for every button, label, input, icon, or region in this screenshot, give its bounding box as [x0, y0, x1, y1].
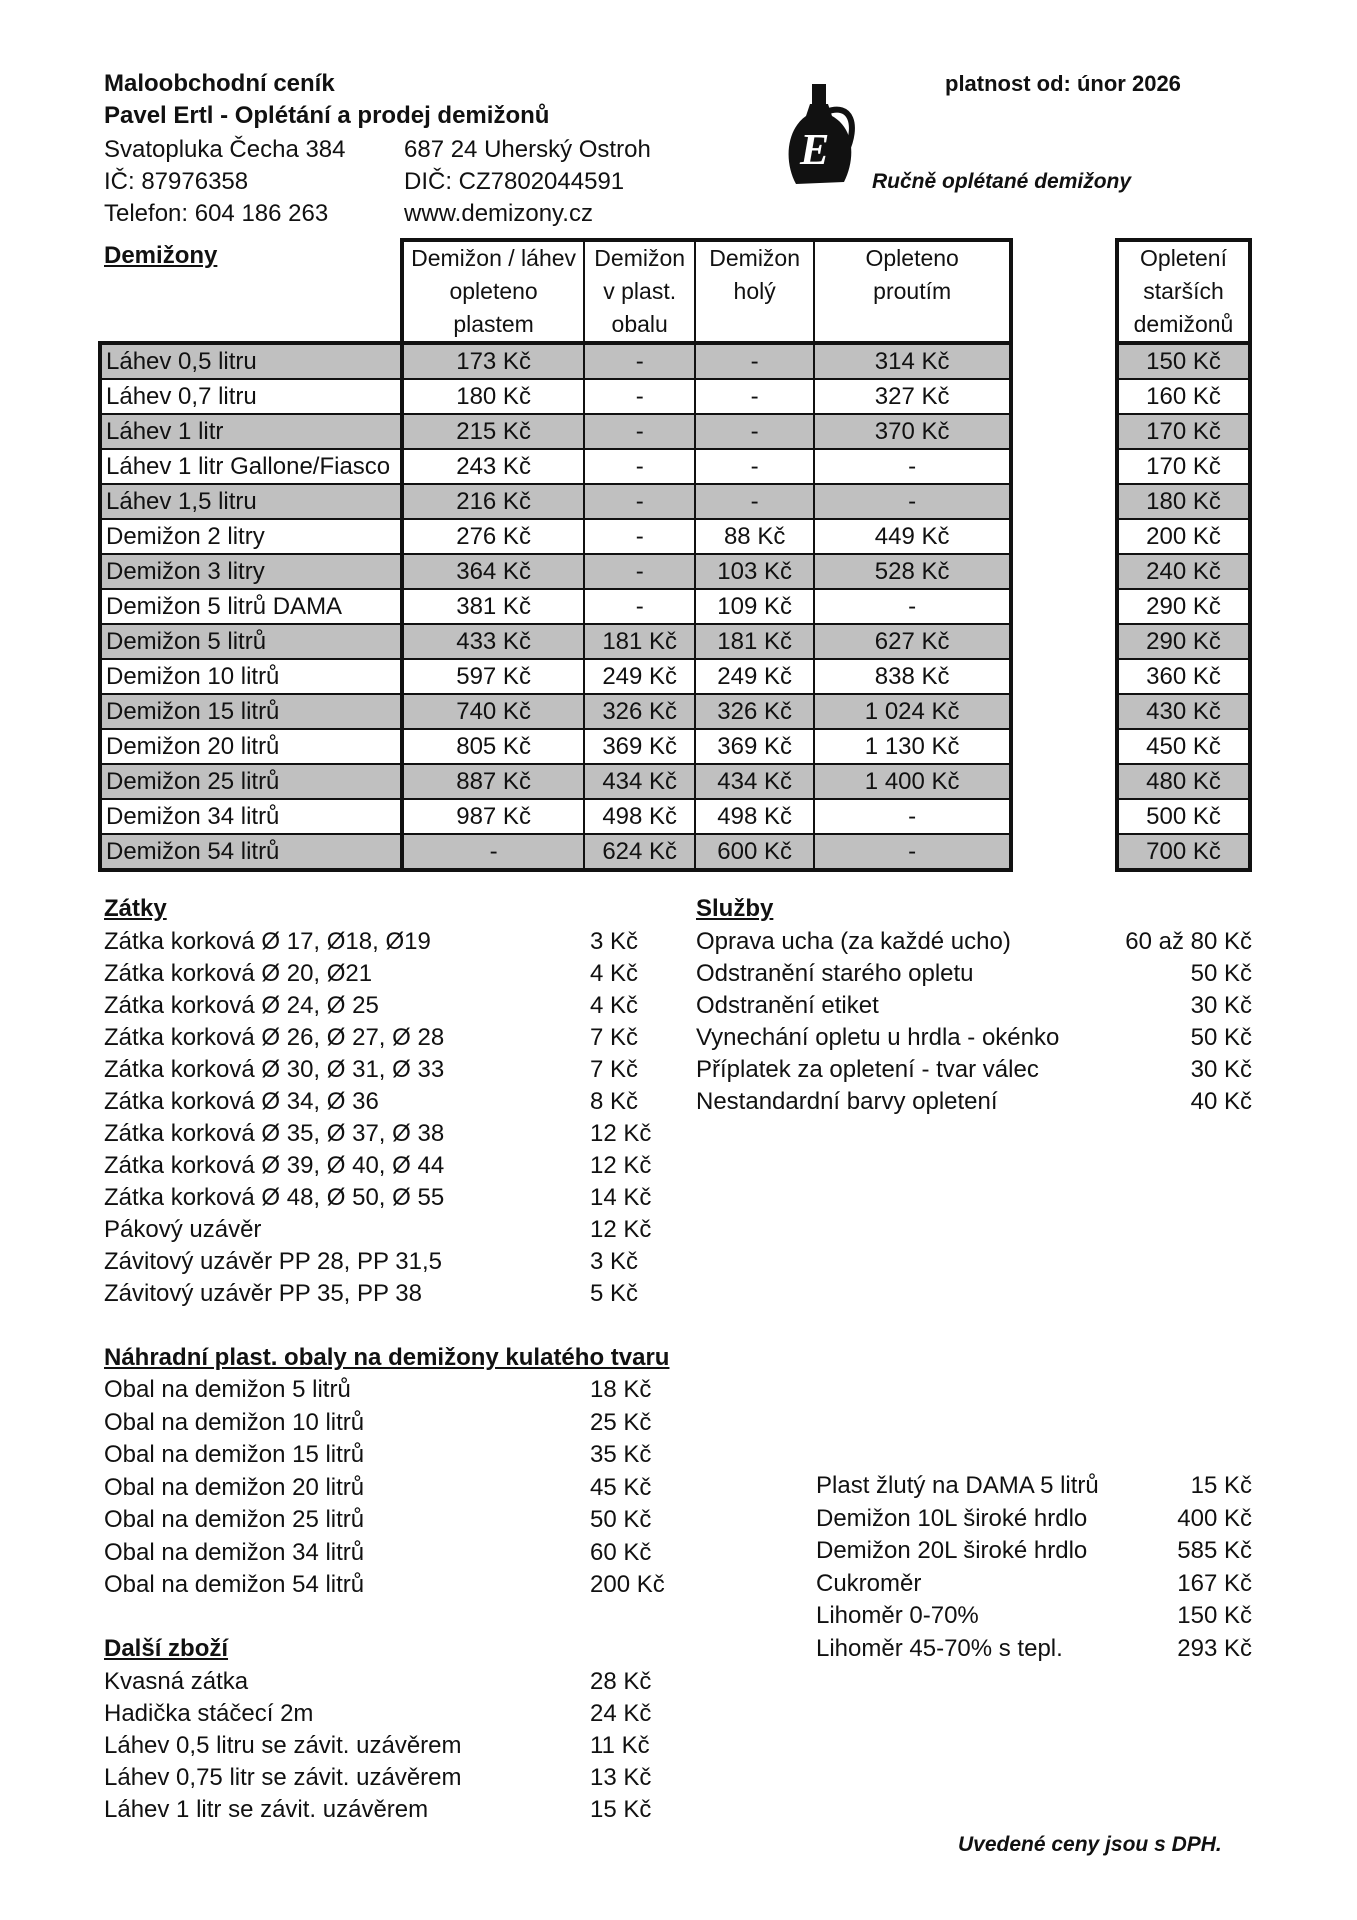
- cell-name: Láhev 1 litr: [100, 414, 402, 449]
- item-name: Příplatek za opletení - tvar válec: [696, 1056, 1039, 1083]
- item-price: 12 Kč: [590, 1152, 652, 1179]
- list-item: [104, 1504, 704, 1537]
- list-item: [104, 1054, 704, 1086]
- cell-stari: 160 Kč: [1117, 379, 1250, 414]
- list-item: [104, 958, 704, 990]
- table-row: [1117, 764, 1250, 799]
- cell-plast: 381 Kč: [402, 589, 585, 624]
- table-row: [1117, 414, 1250, 449]
- list-item: [104, 1407, 704, 1440]
- item-name: Zátka korková Ø 34, Ø 36: [104, 1088, 379, 1115]
- cell-obal: 369 Kč: [584, 729, 695, 764]
- item-name: Demižon 10L široké hrdlo: [816, 1504, 1088, 1532]
- item-price: 150 Kč: [1177, 1602, 1252, 1629]
- item-name: Oprava ucha (za každé ucho): [696, 928, 1011, 955]
- cell-obal: -: [584, 414, 695, 449]
- cell-name: Láhev 1 litr Gallone/Fiasco: [100, 449, 402, 484]
- cell-plast: 364 Kč: [402, 554, 585, 589]
- table-row: [1117, 449, 1250, 484]
- list-item: [104, 1666, 704, 1698]
- sluzby-heading: Služby: [696, 895, 774, 922]
- cell-prout: 627 Kč: [814, 624, 1011, 659]
- cell-prout: 449 Kč: [814, 519, 1011, 554]
- obaly-heading: Náhradní plast. obaly na demižony kulatého tvaru: [104, 1344, 670, 1371]
- table-row: [100, 379, 1011, 414]
- phone-number: Telefon: 604 186 263: [104, 200, 329, 227]
- list-item: [104, 1086, 704, 1118]
- cell-plast: 433 Kč: [402, 624, 585, 659]
- ic-number: IČ: 87976358: [104, 168, 249, 195]
- item-name: Závitový uzávěr PP 28, PP 31,5: [104, 1248, 442, 1275]
- list-item: [696, 1054, 1252, 1086]
- item-name: Láhev 1 litr se závit. uzávěrem: [104, 1796, 429, 1823]
- cell-holy: -: [695, 343, 814, 379]
- demijohn-logo-icon: [782, 82, 882, 192]
- list-item: [696, 958, 1252, 990]
- oplet-starsich-table: [1115, 238, 1252, 872]
- cell-name: Demižon 10 litrů: [100, 659, 402, 694]
- zatky-list: [104, 926, 704, 1310]
- list-item: [696, 990, 1252, 1022]
- cell-plast: -: [402, 834, 585, 870]
- list-item: [104, 1246, 704, 1278]
- list-item: [104, 1150, 704, 1182]
- table-row: [1117, 554, 1250, 589]
- list-item: [816, 1535, 1252, 1568]
- item-name: Obal na demižon 54 litrů: [104, 1571, 365, 1598]
- obaly-list: [104, 1374, 704, 1602]
- item-price: 24 Kč: [590, 1700, 652, 1727]
- list-item: [696, 926, 1252, 958]
- cell-stari: 170 Kč: [1117, 449, 1250, 484]
- sluzby-list: [696, 926, 1252, 1118]
- col-header-holy: Demižon holý: [695, 240, 814, 343]
- cell-stari: 150 Kč: [1117, 343, 1250, 379]
- item-name: Demižon 20L široké hrdlo: [816, 1537, 1088, 1564]
- list-item: [816, 1470, 1252, 1503]
- table-row: [1117, 519, 1250, 554]
- cell-name: Láhev 0,7 litru: [100, 379, 402, 414]
- col-header-stari: Opletení starších demižonů: [1117, 240, 1250, 343]
- ostatni-list: [816, 1470, 1252, 1665]
- cell-name: Demižon 5 litrů DAMA: [100, 589, 402, 624]
- table-row: [100, 764, 1011, 799]
- cell-obal: -: [584, 379, 695, 414]
- item-name: Zátka korková Ø 20, Ø21: [104, 960, 373, 987]
- table-row: [1117, 729, 1250, 764]
- item-price: 293 Kč: [1177, 1634, 1252, 1662]
- item-name: Nestandardní barvy opletení: [696, 1088, 998, 1115]
- item-name: Vynechání opletu u hrdla - okénko: [696, 1024, 1060, 1051]
- item-price: 585 Kč: [1177, 1537, 1252, 1564]
- cell-obal: -: [584, 484, 695, 519]
- cell-name: Láhev 1,5 litru: [100, 484, 402, 519]
- cell-name: Demižon 5 litrů: [100, 624, 402, 659]
- svg-text:E: E: [800, 125, 830, 174]
- cell-plast: 216 Kč: [402, 484, 585, 519]
- cell-holy: 88 Kč: [695, 519, 814, 554]
- cell-name: Demižon 25 litrů: [100, 764, 402, 799]
- table-row: [100, 799, 1011, 834]
- list-item: [104, 1278, 704, 1310]
- item-price: 167 Kč: [1177, 1569, 1252, 1597]
- company-name: Pavel Ertl - Oplétání a prodej demižonů: [104, 102, 550, 129]
- cell-prout: 838 Kč: [814, 659, 1011, 694]
- table-row: [1117, 659, 1250, 694]
- item-price: 8 Kč: [590, 1088, 639, 1115]
- item-name: Obal na demižon 34 litrů: [104, 1538, 365, 1566]
- cell-stari: 360 Kč: [1117, 659, 1250, 694]
- item-price: 18 Kč: [590, 1376, 652, 1403]
- table-row: [1117, 624, 1250, 659]
- cell-name: Demižon 15 litrů: [100, 694, 402, 729]
- cell-stari: 500 Kč: [1117, 799, 1250, 834]
- list-item: [696, 1022, 1252, 1054]
- cell-prout: -: [814, 449, 1011, 484]
- item-name: Lihoměr 45-70% s tepl.: [816, 1634, 1063, 1662]
- item-price: 200 Kč: [590, 1571, 665, 1598]
- cell-holy: -: [695, 449, 814, 484]
- item-price: 50 Kč: [1190, 960, 1252, 987]
- item-name: Zátka korková Ø 48, Ø 50, Ø 55: [104, 1184, 445, 1211]
- list-item: [104, 1022, 704, 1054]
- item-price: 7 Kč: [590, 1024, 639, 1051]
- item-price: 4 Kč: [590, 992, 639, 1019]
- city-address: 687 24 Uherský Ostroh: [404, 136, 651, 163]
- cell-stari: 430 Kč: [1117, 694, 1250, 729]
- item-name: Obal na demižon 10 litrů: [104, 1408, 365, 1436]
- cell-obal: -: [584, 519, 695, 554]
- item-price: 11 Kč: [590, 1732, 650, 1759]
- item-price: 12 Kč: [590, 1120, 652, 1147]
- list-item: [104, 1214, 704, 1246]
- cell-obal: 624 Kč: [584, 834, 695, 870]
- list-item: [104, 1730, 704, 1762]
- item-price: 3 Kč: [590, 1248, 639, 1275]
- list-item: [104, 1762, 704, 1794]
- cell-holy: -: [695, 414, 814, 449]
- cell-stari: 480 Kč: [1117, 764, 1250, 799]
- cell-name: Demižon 2 litry: [100, 519, 402, 554]
- list-item: [816, 1633, 1252, 1666]
- item-name: Cukroměr: [816, 1569, 922, 1597]
- cell-name: Demižon 20 litrů: [100, 729, 402, 764]
- table-row: [100, 414, 1011, 449]
- col-header-plast: Demižon / láhev opleteno plastem: [402, 240, 585, 343]
- table-row: [1117, 343, 1250, 379]
- cell-prout: 327 Kč: [814, 379, 1011, 414]
- cell-holy: 600 Kč: [695, 834, 814, 870]
- list-item: [104, 1698, 704, 1730]
- item-price: 60 Kč: [590, 1538, 652, 1566]
- item-name: Láhev 0,75 litr se závit. uzávěrem: [104, 1764, 462, 1791]
- cell-holy: 181 Kč: [695, 624, 814, 659]
- cell-stari: 700 Kč: [1117, 834, 1250, 870]
- item-name: Zátka korková Ø 24, Ø 25: [104, 992, 379, 1019]
- cell-stari: 180 Kč: [1117, 484, 1250, 519]
- item-price: 60 až 80 Kč: [1125, 928, 1252, 955]
- item-name: Obal na demižon 15 litrů: [104, 1441, 365, 1468]
- list-item: [104, 1569, 704, 1602]
- table-row: [1117, 694, 1250, 729]
- cell-stari: 240 Kč: [1117, 554, 1250, 589]
- pricelist-title: Maloobchodní ceník: [104, 70, 335, 97]
- item-price: 12 Kč: [590, 1216, 652, 1243]
- table-row: [1117, 484, 1250, 519]
- table-row: [100, 519, 1011, 554]
- cell-holy: 326 Kč: [695, 694, 814, 729]
- item-price: 3 Kč: [590, 928, 639, 955]
- cell-holy: 109 Kč: [695, 589, 814, 624]
- item-price: 14 Kč: [590, 1184, 652, 1211]
- cell-plast: 173 Kč: [402, 343, 585, 379]
- item-name: Obal na demižon 25 litrů: [104, 1506, 365, 1533]
- list-item: [104, 1374, 704, 1407]
- list-item: [104, 1439, 704, 1472]
- cell-holy: 103 Kč: [695, 554, 814, 589]
- table-row: [100, 659, 1011, 694]
- table-row: [1117, 834, 1250, 870]
- street-address: Svatopluka Čecha 384: [104, 136, 346, 163]
- table-row: [100, 834, 1011, 870]
- cell-prout: 528 Kč: [814, 554, 1011, 589]
- item-name: Kvasná zátka: [104, 1668, 249, 1695]
- cell-prout: -: [814, 484, 1011, 519]
- cell-name: Demižon 54 litrů: [100, 834, 402, 870]
- dalsi-heading: Další zboží: [104, 1635, 229, 1662]
- cell-holy: -: [695, 484, 814, 519]
- item-name: Odstranění etiket: [696, 992, 879, 1019]
- cell-holy: 369 Kč: [695, 729, 814, 764]
- cell-prout: 1 130 Kč: [814, 729, 1011, 764]
- table-row: [100, 729, 1011, 764]
- item-price: 15 Kč: [590, 1796, 652, 1823]
- cell-plast: 805 Kč: [402, 729, 585, 764]
- item-name: Pákový uzávěr: [104, 1216, 262, 1243]
- cell-stari: 170 Kč: [1117, 414, 1250, 449]
- table-header-row: [1117, 240, 1250, 343]
- table-row: [100, 449, 1011, 484]
- vat-note: Uvedené ceny jsou s DPH.: [958, 1833, 1222, 1856]
- table-row: [1117, 379, 1250, 414]
- cell-obal: -: [584, 554, 695, 589]
- table-row: [100, 554, 1011, 589]
- item-name: Obal na demižon 5 litrů: [104, 1376, 351, 1403]
- dic-number: DIČ: CZ7802044591: [404, 168, 625, 195]
- cell-name: Demižon 34 litrů: [100, 799, 402, 834]
- item-price: 40 Kč: [1190, 1088, 1252, 1115]
- list-item: [104, 1794, 704, 1826]
- table-row: [100, 589, 1011, 624]
- cell-stari: 290 Kč: [1117, 624, 1250, 659]
- list-item: [816, 1503, 1252, 1536]
- item-name: Závitový uzávěr PP 35, PP 38: [104, 1280, 422, 1307]
- item-price: 15 Kč: [1190, 1472, 1252, 1499]
- item-name: Zátka korková Ø 26, Ø 27, Ø 28: [104, 1024, 445, 1051]
- item-price: 50 Kč: [590, 1506, 652, 1533]
- demizony-heading: Demižony: [104, 242, 218, 269]
- cell-obal: 249 Kč: [584, 659, 695, 694]
- cell-plast: 597 Kč: [402, 659, 585, 694]
- website-link[interactable]: www.demizony.cz: [404, 200, 593, 227]
- item-price: 30 Kč: [1190, 992, 1252, 1019]
- cell-prout: -: [814, 589, 1011, 624]
- cell-plast: 987 Kč: [402, 799, 585, 834]
- cell-obal: 326 Kč: [584, 694, 695, 729]
- list-item: [104, 1537, 704, 1570]
- cell-prout: 1 024 Kč: [814, 694, 1011, 729]
- cell-plast: 887 Kč: [402, 764, 585, 799]
- item-name: Zátka korková Ø 39, Ø 40, Ø 44: [104, 1152, 445, 1179]
- item-price: 28 Kč: [590, 1668, 652, 1695]
- cell-stari: 200 Kč: [1117, 519, 1250, 554]
- tagline: Ručně oplétané demižony: [872, 170, 1132, 193]
- cell-plast: 215 Kč: [402, 414, 585, 449]
- table-row: [100, 624, 1011, 659]
- item-name: Obal na demižon 20 litrů: [104, 1473, 365, 1501]
- cell-holy: -: [695, 379, 814, 414]
- item-name: Hadička stáčecí 2m: [104, 1700, 314, 1727]
- cell-obal: -: [584, 343, 695, 379]
- cell-plast: 740 Kč: [402, 694, 585, 729]
- item-price: 5 Kč: [590, 1280, 639, 1307]
- cell-prout: -: [814, 799, 1011, 834]
- zatky-heading: Zátky: [104, 895, 167, 922]
- cell-holy: 249 Kč: [695, 659, 814, 694]
- item-name: Lihoměr 0-70%: [816, 1602, 979, 1629]
- item-price: 7 Kč: [590, 1056, 639, 1083]
- item-price: 400 Kč: [1177, 1504, 1252, 1532]
- item-price: 30 Kč: [1190, 1056, 1252, 1083]
- item-name: Odstranění starého opletu: [696, 960, 974, 987]
- cell-obal: 498 Kč: [584, 799, 695, 834]
- item-price: 25 Kč: [590, 1408, 652, 1436]
- col-header-obal: Demižon v plast. obalu: [584, 240, 695, 343]
- cell-plast: 180 Kč: [402, 379, 585, 414]
- item-name: Láhev 0,5 litru se závit. uzávěrem: [104, 1732, 462, 1759]
- cell-name: Demižon 3 litry: [100, 554, 402, 589]
- cell-stari: 450 Kč: [1117, 729, 1250, 764]
- list-item: [104, 1118, 704, 1150]
- cell-stari: 290 Kč: [1117, 589, 1250, 624]
- list-item: [104, 1182, 704, 1214]
- cell-holy: 434 Kč: [695, 764, 814, 799]
- list-item: [696, 1086, 1252, 1118]
- cell-holy: 498 Kč: [695, 799, 814, 834]
- list-item: [104, 926, 704, 958]
- table-row: [100, 484, 1011, 519]
- cell-obal: 434 Kč: [584, 764, 695, 799]
- item-price: 50 Kč: [1190, 1024, 1252, 1051]
- col-header-prout: Opleteno proutím: [814, 240, 1011, 343]
- cell-plast: 243 Kč: [402, 449, 585, 484]
- cell-name: Láhev 0,5 litru: [100, 343, 402, 379]
- dalsi-list: [104, 1666, 704, 1826]
- item-price: 35 Kč: [590, 1441, 652, 1468]
- table-row: [100, 343, 1011, 379]
- cell-obal: -: [584, 589, 695, 624]
- list-item: [104, 990, 704, 1022]
- item-price: 45 Kč: [590, 1473, 652, 1501]
- item-name: Plast žlutý na DAMA 5 litrů: [816, 1472, 1099, 1499]
- item-name: Zátka korková Ø 35, Ø 37, Ø 38: [104, 1120, 445, 1147]
- item-name: Zátka korková Ø 17, Ø18, Ø19: [104, 928, 431, 955]
- item-price: 4 Kč: [590, 960, 639, 987]
- cell-obal: -: [584, 449, 695, 484]
- cell-prout: 314 Kč: [814, 343, 1011, 379]
- item-name: Zátka korková Ø 30, Ø 31, Ø 33: [104, 1056, 445, 1083]
- cell-plast: 276 Kč: [402, 519, 585, 554]
- cell-prout: -: [814, 834, 1011, 870]
- table-row: [100, 694, 1011, 729]
- item-price: 13 Kč: [590, 1764, 652, 1791]
- list-item: [104, 1472, 704, 1505]
- table-row: [1117, 589, 1250, 624]
- cell-prout: 1 400 Kč: [814, 764, 1011, 799]
- validity-date: platnost od: únor 2026: [945, 71, 1181, 96]
- list-item: [816, 1568, 1252, 1601]
- table-row: [1117, 799, 1250, 834]
- cell-obal: 181 Kč: [584, 624, 695, 659]
- cell-prout: 370 Kč: [814, 414, 1011, 449]
- list-item: [816, 1600, 1252, 1633]
- table-header-row: [100, 240, 1011, 343]
- demizony-table: [98, 238, 1013, 872]
